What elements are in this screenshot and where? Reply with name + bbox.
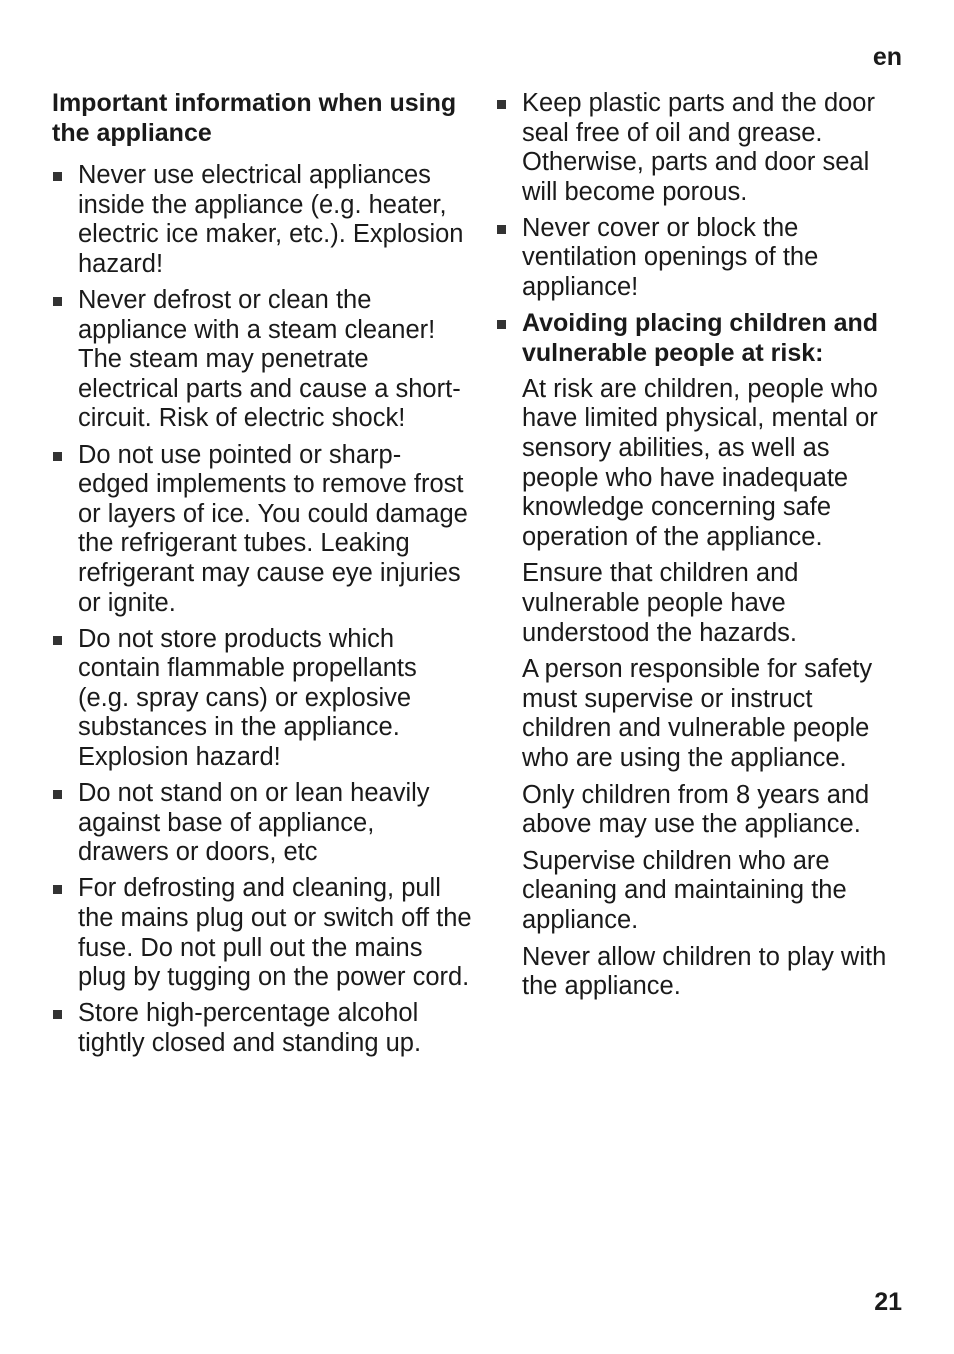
children-paragraph: Ensure that children and vulnerable people have understood the hazards.	[522, 559, 799, 647]
list-item-text: Do not store products which contain flammable propellants (e.g. spray cans) or explosive substances in the appliance. Explosion hazard!	[78, 624, 417, 771]
list-item	[52, 779, 472, 868]
list-item	[496, 89, 906, 207]
list-item	[52, 441, 472, 619]
list-item-text: For defrosting and cleaning, pull the mains plug out or switch off the fuse. Do not pull out the mains plug by tugging on the power cord.	[78, 874, 472, 992]
bullet-icon	[497, 100, 506, 109]
safety-list-continued	[496, 89, 906, 368]
children-paragraph: At risk are children, people who have limited physical, mental or sensory abilities, as well as people who have inadequate knowledge concerning safe operation of the appliance.	[522, 374, 878, 551]
list-item	[496, 214, 906, 303]
list-item	[52, 286, 472, 434]
safety-list	[52, 161, 472, 1058]
list-item-text: Never use electrical appliances inside the appliance (e.g. heater, electric ice maker, etc.). Explosion hazard!	[78, 161, 464, 278]
bullet-icon	[53, 297, 62, 306]
children-paragraph: Never allow children to play with the appliance.	[522, 942, 887, 1001]
list-item	[52, 999, 472, 1058]
children-safety-item	[496, 309, 906, 368]
section-heading: Important information when using the appliance	[52, 89, 457, 147]
list-item-text: Do not use pointed or sharp-edged implements to remove frost or layers of ice. You could damage the refrigerant tubes. Leaking refrigerant may cause eye injuries or ignite.	[78, 440, 468, 617]
children-safety-heading: Avoiding placing children and vulnerable people at risk:	[522, 309, 879, 367]
page-number: 21	[874, 1288, 902, 1316]
language-label: en	[872, 43, 902, 71]
children-paragraph: Only children from 8 years and above may use the appliance.	[522, 780, 870, 839]
bullet-icon	[53, 172, 62, 181]
right-column	[496, 89, 906, 1002]
left-column	[52, 89, 472, 1065]
bullet-icon	[497, 320, 506, 329]
children-paragraph: A person responsible for safety must supervise or instruct children and vulnerable people who are using the appliance.	[522, 655, 873, 772]
list-item-text: Store high-percentage alcohol tightly closed and standing up.	[78, 999, 422, 1057]
list-item	[52, 625, 472, 773]
list-item	[52, 874, 472, 992]
bullet-icon	[53, 452, 62, 461]
list-item-text: Keep plastic parts and the door seal free of oil and grease. Otherwise, parts and door seal will become porous.	[522, 89, 875, 206]
bullet-icon	[53, 885, 62, 894]
bullet-icon	[53, 790, 62, 799]
children-paragraph: Supervise children who are cleaning and maintaining the appliance.	[522, 846, 847, 934]
bullet-icon	[53, 1010, 62, 1019]
list-item	[52, 161, 472, 279]
bullet-icon	[497, 225, 506, 234]
bullet-icon	[53, 636, 62, 645]
list-item-text: Never defrost or clean the appliance with a steam cleaner! The steam may penetrate electrical parts and cause a short-circuit. Risk of electric shock!	[78, 286, 461, 433]
list-item-text: Never cover or block the ventilation openings of the appliance!	[522, 213, 819, 302]
list-item-text: Do not stand on or lean heavily against base of appliance, drawers or doors, etc	[78, 779, 430, 867]
